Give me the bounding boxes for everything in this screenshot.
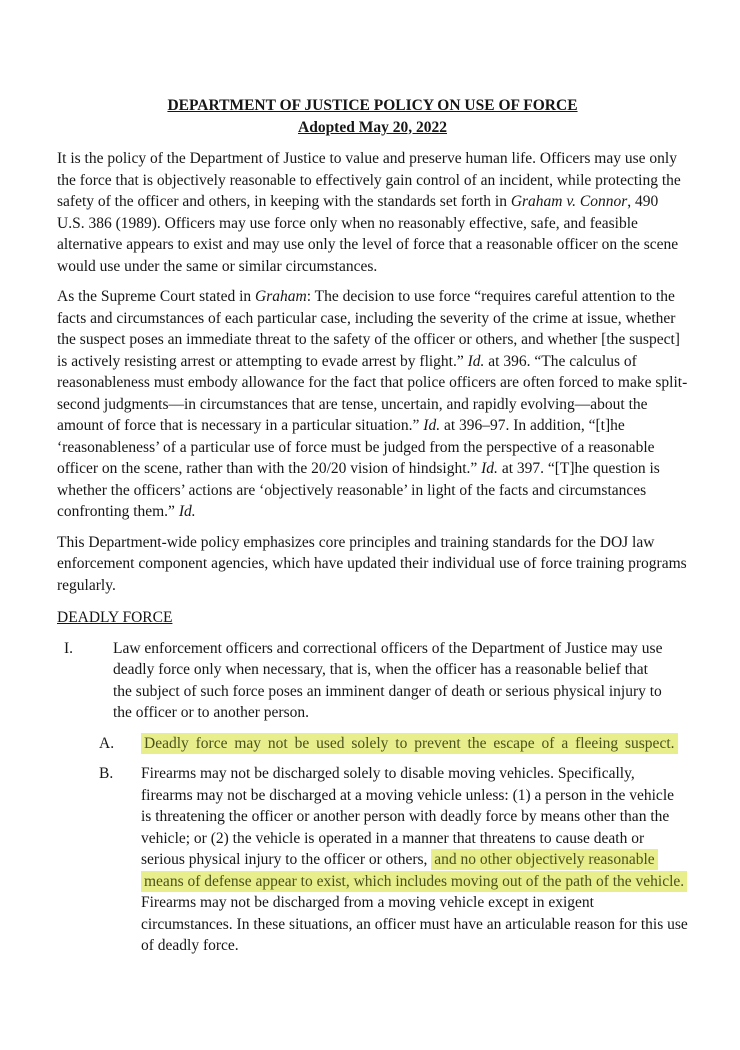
italic-citation: Id. [481,460,498,477]
italic-citation: Graham v. Connor [510,193,628,210]
text-segment: Firearms may not be discharged solely to disable moving vehicles. Specifically, firearms may not be discharged at a moving vehicle unless: (1) a person in the vehicle is threatening the officer or another person with deadly force by means other than the vehicle; or (2) the vehicle is operated in a manner that threatens to cause death or serious physical injury to the officer or others, [141,765,675,868]
list-item-text [141,733,688,755]
text-segment: This Department-wide policy emphasizes core principles and training standards for the DOJ law enforcement component agencies, which have updated their individual use of force training programs regularly. [57,533,687,594]
text-segment: It is the policy of the Department of Justice to value and preserve human life. Officers may use only the force that is objectively reasonable to effectively gain control of an incident, while protecting the safety of the officer and others, in keeping with the standards set forth in [57,150,681,210]
text-segment: at 397. “[T]he question is whether the officers’ actions are ‘objectively reasonable’ in light of the facts and circumstances confronting them.” [57,460,660,520]
text-segment: , 490 U.S. 386 (1989). Officers may use force only when no reasonably effective, safe, and feasible alternative appears to exist and may use only the level of force that a reasonable officer on the scene would use under the same or similar circumstances. [57,193,679,275]
list-item-label: A. [99,734,115,752]
document-title-block [57,95,688,138]
text-segment: at 396–97. In addition, “[t]he ‘reasonableness’ of a particular use of force must be judged from the perspective of a reasonable officer on the scene, rather than with the 20/20 vision of hindsight.” [57,417,655,477]
list-item-A [99,733,688,755]
list-item-label: B. [99,765,114,782]
paragraph-department-wide-policy [57,532,688,597]
list-item-roman-I [64,638,688,724]
text-segment: Firearms may not be discharged from a moving vehicle except in exigent circumstances. In these situations, an officer must have an articulable reason for this use of deadly force. [141,894,688,954]
paragraph-policy-statement [57,148,688,277]
document-title: DEPARTMENT OF JUSTICE POLICY ON USE OF FORCE [167,97,578,114]
text-segment: at 396. “The calculus of reasonableness must embody allowance for the fact that police officers are often forced to make split-second judgments—in circumstances that are tense, uncertain, and rapidly evolving—about the amount of force that is necessary in a particular situation.” [57,352,688,434]
list-item-text [113,638,665,724]
text-segment: As the Supreme Court stated in [57,288,256,305]
text-segment: : The decision to use force “requires careful attention to the facts and circumstances of each particular case, including the severity of the crime at issue, whether the suspect poses an immediate threat to the safety of the officer or others, and whether [the suspect] is actively resisting arrest or attempting to evade arrest by flight.” [57,288,680,370]
section-heading-deadly-force: DEADLY FORCE [57,609,173,626]
italic-citation: Id. [467,352,485,370]
list-item-B [99,763,688,957]
italic-citation: Id. [423,417,441,434]
italic-citation: Graham [255,288,307,305]
italic-citation: Id. [178,503,196,520]
list-item-text [141,763,688,957]
highlighted-text: and no other objectively reasonable means of defense appear to exist, which includes moving out of the path of the vehicle. [141,849,687,892]
document-subtitle: Adopted May 20, 2022 [298,118,447,136]
paragraph-graham-quotes [57,286,688,523]
list-item-label: I. [64,639,74,657]
highlighted-text: Deadly force may not be used solely to prevent the escape of a fleeing suspect. [141,733,678,754]
text-segment: Law enforcement officers and correctional officers of the Department of Justice may use deadly force only when necessary, that is, when the officer has a reasonable belief that the subject of such force poses an imminent danger of death or serious physical injury to the officer or to another person. [113,639,663,721]
